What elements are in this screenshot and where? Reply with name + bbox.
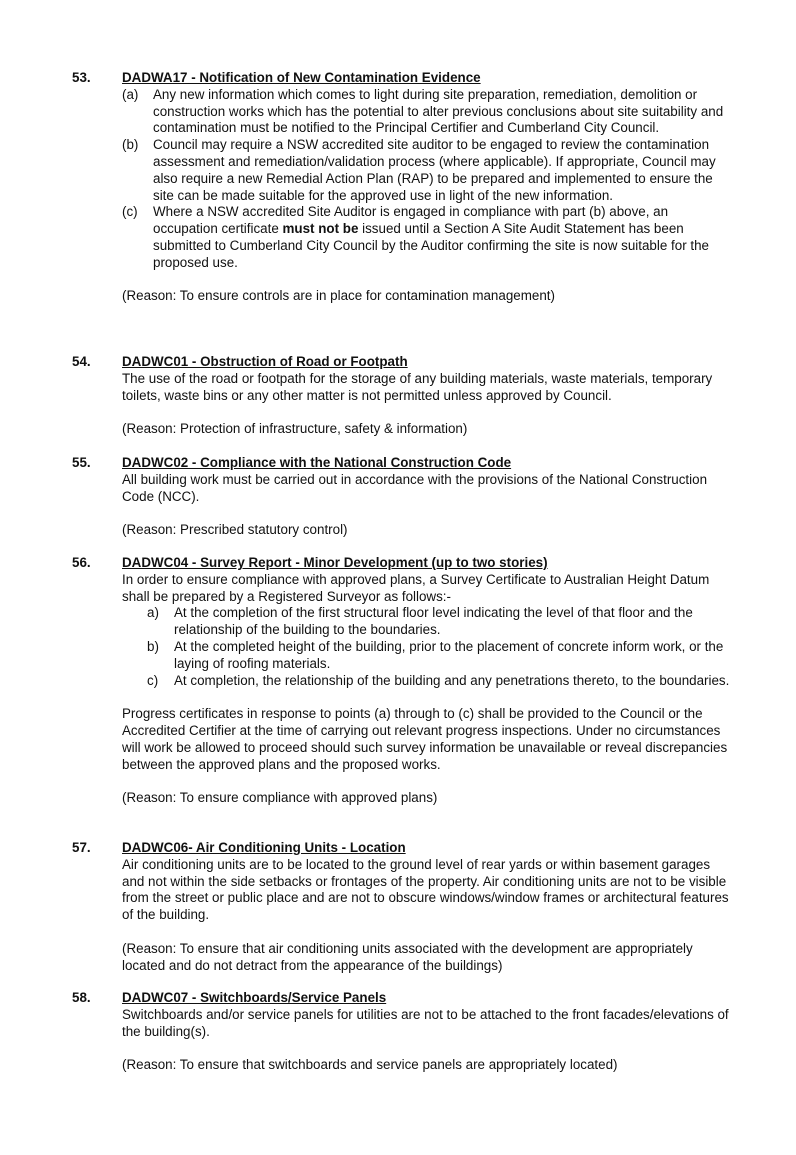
condition-title: DADWC06- Air Conditioning Units - Location — [122, 840, 406, 855]
list-item — [122, 137, 732, 204]
item-text-part: issued until a Section A Site Audit Statement has been submitted to Cumberland City Council by the Auditor confirming the site is now suitable for the proposed use. — [153, 221, 709, 270]
condition-number: 57. — [72, 840, 91, 855]
item-text: Council may require a NSW accredited site auditor to be engaged to review the contamination assessment and remediation/validation process (where applicable). If appropriate, Council may also require a new Remedial Action Plan (RAP) to be prepared and implemented to ensure the site can be made suitable for the approved use in light of the new information. — [153, 137, 716, 203]
list-item — [122, 605, 732, 639]
list-item — [122, 87, 732, 137]
condition-title: DADWA17 - Notification of New Contamination Evidence — [122, 70, 481, 85]
item-text-part: Where a NSW accredited Site Auditor is engaged in compliance with part (b) above, an occupation certificate — [153, 204, 669, 237]
condition-body — [122, 840, 732, 974]
condition-number: 55. — [72, 455, 91, 470]
condition-number: 54. — [72, 354, 91, 369]
condition-title: DADWC01 - Obstruction of Road or Footpath — [122, 354, 408, 369]
list-item — [122, 639, 732, 673]
condition-number: 58. — [72, 990, 91, 1005]
item-text-bold: must not be — [282, 221, 359, 237]
item-text: Any new information which comes to light during site preparation, remediation, demolition or construction works which has the potential to alter previous conclusions about site suitability and contamination must be notified to the Principal Certifier and Cumberland City Council. — [153, 86, 724, 136]
condition-body — [122, 455, 732, 539]
list-item — [122, 204, 732, 271]
reason-text: (Reason: Protection of infrastructure, safety & information) — [122, 421, 468, 437]
condition-body — [122, 70, 732, 305]
item-label: (b) — [122, 137, 139, 153]
condition-number: 56. — [72, 555, 91, 570]
condition-text: Progress certificates in response to points (a) through to (c) shall be provided to the Council or the Accredited Certifier at the time of carrying out relevant progress inspections. Under no circumstances will work be allowed to proceed should such survey information be unavailable or reveal discrepancies between the approved plans and the proposed works. — [122, 706, 728, 772]
condition-text: All building work must be carried out in accordance with the provisions of the National Construction Code (NCC). — [122, 471, 708, 504]
condition-text: In order to ensure compliance with approved plans, a Survey Certificate to Australian Height Datum shall be prepared by a Registered Surveyor as follows:- — [122, 571, 710, 604]
condition-body — [122, 555, 732, 807]
condition-text: Switchboards and/or service panels for utilities are not to be attached to the front facades/elevations of the building(s). — [122, 1006, 729, 1039]
item-label: c) — [147, 672, 159, 688]
reason-text: (Reason: To ensure controls are in place for contamination management) — [122, 288, 555, 304]
reason-text: (Reason: To ensure that switchboards and service panels are appropriately located) — [122, 1057, 618, 1073]
item-text: At the completion of the first structural floor level indicating the level of that floor and the relationship of the building to the boundaries. — [174, 605, 693, 638]
reason-text: (Reason: Prescribed statutory control) — [122, 522, 348, 538]
item-text: At completion, the relationship of the building and any penetrations thereto, to the boundaries. — [174, 672, 730, 688]
reason-text: (Reason: To ensure compliance with approved plans) — [122, 790, 438, 806]
condition-title: DADWC04 - Survey Report - Minor Development (up to two stories) — [122, 555, 548, 570]
condition-body — [122, 990, 732, 1074]
item-text: At the completed height of the building, prior to the placement of concrete inform work, or the laying of roofing materials. — [174, 638, 724, 671]
item-label: (c) — [122, 204, 138, 220]
item-label: a) — [147, 605, 159, 621]
reason-text: (Reason: To ensure that air conditioning units associated with the development are appropriately located and do not detract from the appearance of the buildings) — [122, 940, 693, 973]
condition-text: Air conditioning units are to be located to the ground level of rear yards or within basement garages and not within the side setbacks or frontages of the property. Air conditioning units are not to be visible from the street or public place and are not to obscure windows/window frames or architectural features of the building. — [122, 856, 729, 923]
item-label: (a) — [122, 86, 139, 102]
condition-body — [122, 354, 732, 438]
condition-title: DADWC02 - Compliance with the National Construction Code — [122, 455, 512, 470]
condition-text: The use of the road or footpath for the storage of any building materials, waste materials, temporary toilets, waste bins or any other matter is not permitted unless approved by Council. — [122, 370, 713, 403]
item-label: b) — [147, 638, 159, 654]
condition-title: DADWC07 - Switchboards/Service Panels — [122, 990, 387, 1005]
condition-number: 53. — [72, 70, 91, 85]
list-item — [122, 673, 732, 690]
